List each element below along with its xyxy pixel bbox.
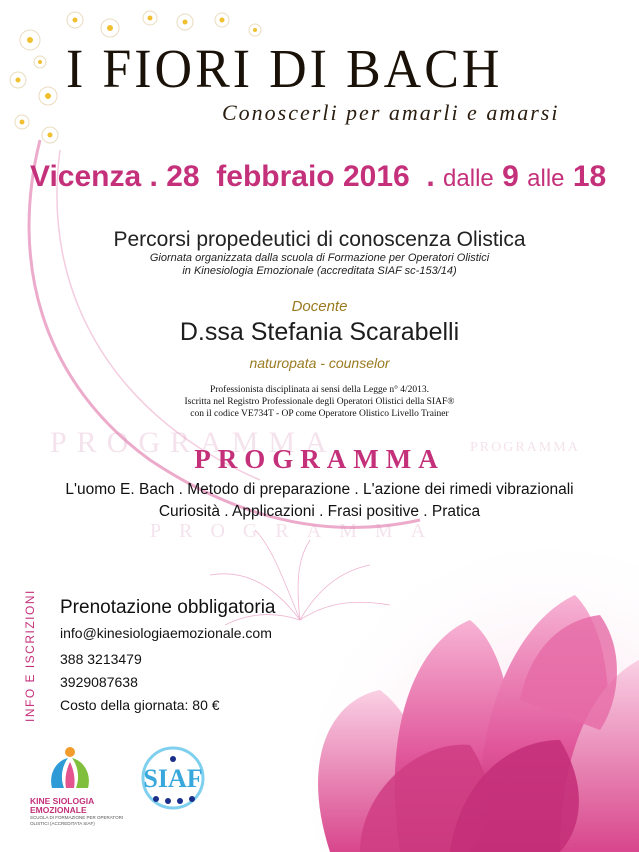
- event-to-label: alle: [527, 165, 565, 192]
- course-description-1: Giornata organizzata dalla scuola di Formazione per Operatori Olistici: [149, 252, 490, 264]
- course-description-2: in Kinesiologia Emozionale (accreditata SIAF sc-153/14): [182, 265, 457, 277]
- event-from-label: dalle: [443, 165, 494, 192]
- event-day: 28: [166, 160, 200, 193]
- event-city: Vicenza: [30, 160, 142, 193]
- event-details: [30, 160, 606, 194]
- info-side-label: INFO E ISCRIZIONI: [23, 589, 37, 722]
- separator: .: [149, 160, 158, 193]
- programma-line-1: L'uomo E. Bach . Metodo di preparazione . L'azione dei rimedi vibrazionali: [65, 481, 574, 498]
- siaf-emblem: [140, 745, 206, 811]
- contact-phone-1[interactable]: 388 3213479: [60, 651, 142, 667]
- event-to: 18: [572, 160, 607, 193]
- page-title: I FIORI DI BACH: [66, 39, 503, 100]
- separator: .: [426, 160, 435, 193]
- ghost-programma-1: PROGRAMMA: [50, 426, 337, 459]
- event-from: 9: [502, 160, 519, 193]
- ghost-programma-3: PROGRAMMA: [150, 520, 444, 542]
- siaf-logo: [140, 745, 206, 811]
- kinesiologia-logo: [30, 744, 140, 826]
- kinesiologia-emblem: [40, 744, 100, 792]
- page-subtitle: Conoscerli per amarli e amarsi: [222, 100, 560, 125]
- contact-phone-2[interactable]: 3929087638: [60, 674, 138, 690]
- docente-role: naturopata - counselor: [249, 355, 390, 371]
- cost-info: Costo della giornata: 80 €: [60, 697, 220, 713]
- docente-note-2: Iscritta nel Registro Professionale degli Operatori Olistici della SIAF®: [184, 397, 455, 407]
- kinesiologia-name-1: KINE SIOLOGIA: [30, 796, 95, 806]
- docente-name: D.ssa Stefania Scarabelli: [179, 318, 460, 346]
- docente-label: Docente: [291, 298, 348, 315]
- docente-note-1: Professionista disciplinata ai sensi della Legge n° 4/2013.: [209, 385, 430, 395]
- programma-line-2: Curiosità . Applicazioni . Frasi positive . Pratica: [158, 503, 481, 520]
- siaf-text: SIAF: [143, 764, 203, 793]
- docente-note-3: con il codice VE734T - OP come Operatore Olistico Livello Trainer: [190, 409, 449, 419]
- kinesiologia-tagline-1: SCUOLA DI FORMAZIONE PER OPERATORI: [30, 815, 124, 820]
- programma-title: PROGRAMMA: [194, 444, 445, 474]
- booking-required: Prenotazione obbligatoria: [60, 597, 276, 618]
- contact-email[interactable]: info@kinesiologiaemozionale.com: [60, 625, 272, 641]
- kinesiologia-tagline-2: OLISTICI (ACCREDITATA SIAF): [30, 820, 95, 826]
- course-title: Percorsi propedeutici di conoscenza Olistica: [113, 228, 526, 251]
- event-month: febbraio 2016: [216, 160, 410, 193]
- ghost-programma-2: PROGRAMMA: [470, 440, 580, 455]
- kinesiologia-name-2: EMOZIONALE: [30, 805, 87, 815]
